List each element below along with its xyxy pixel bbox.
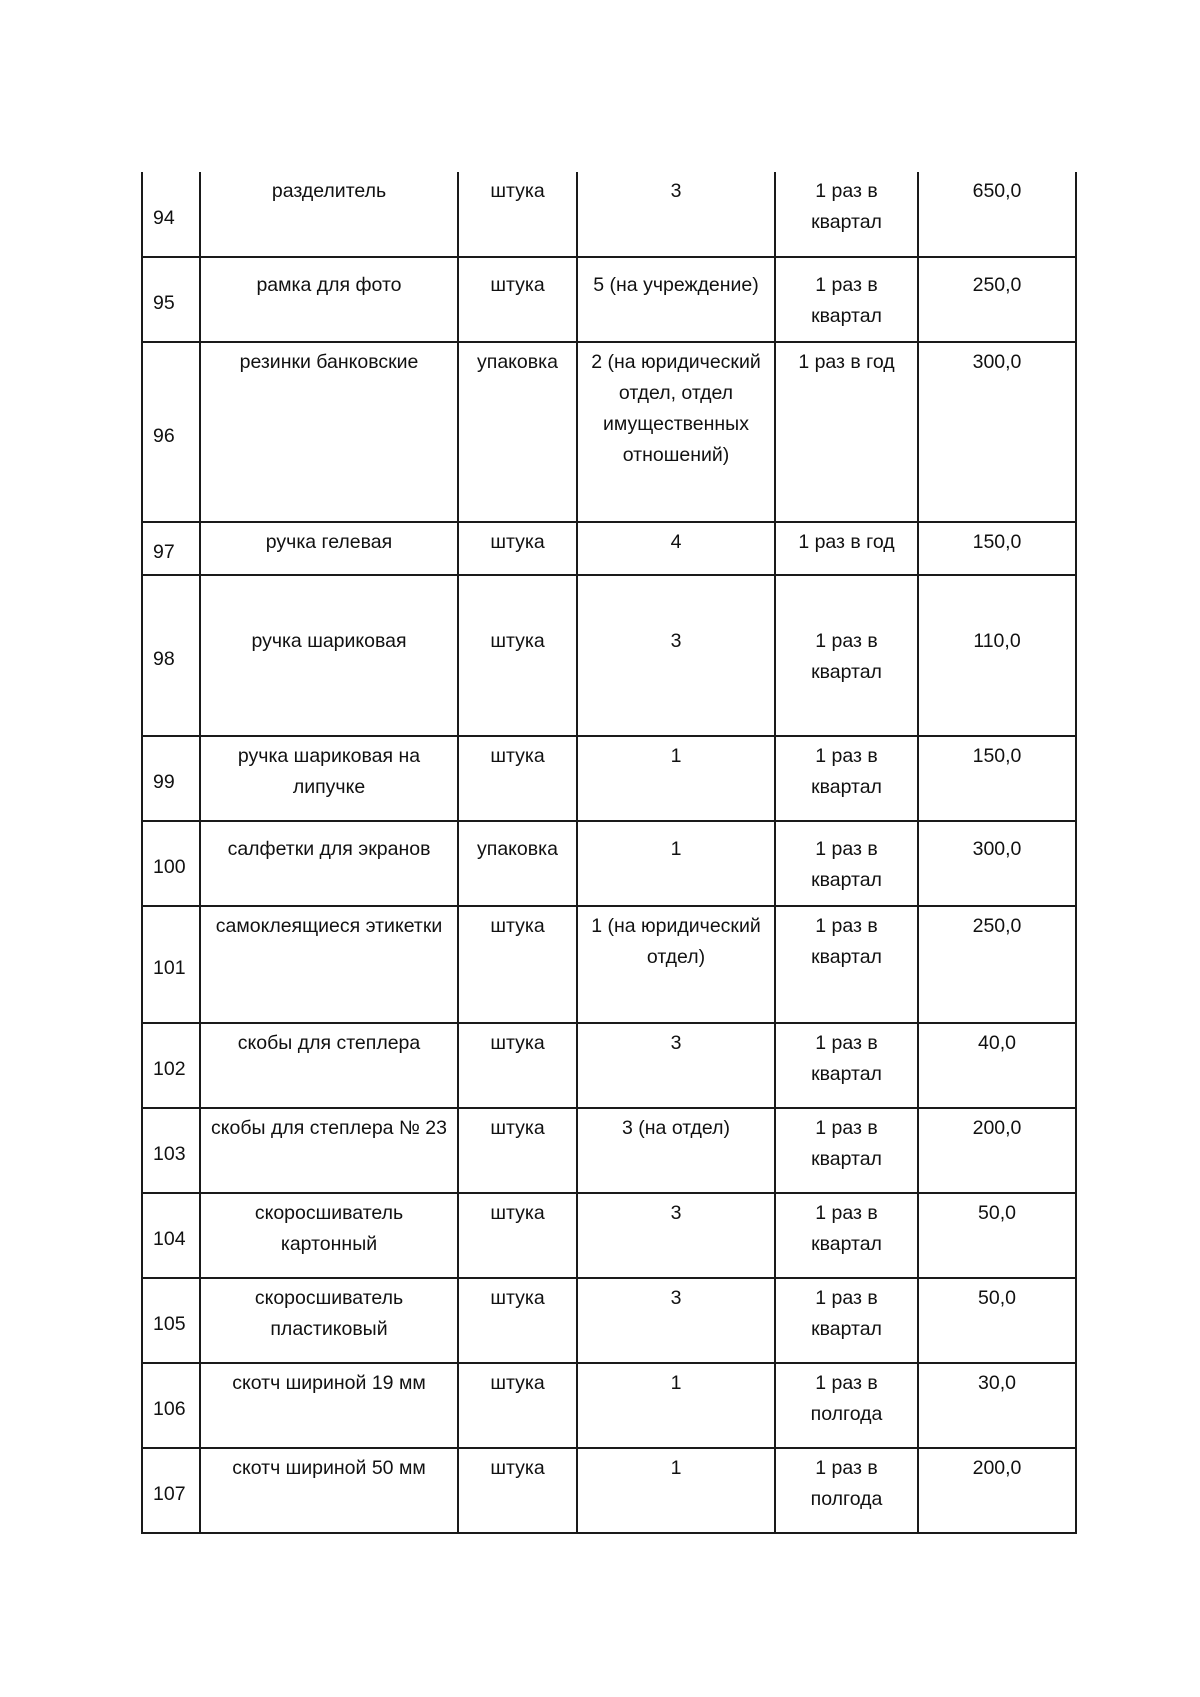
table-row <box>142 1278 1076 1363</box>
quantity-cell <box>577 1023 775 1108</box>
item-name-text: резинки банковские <box>239 351 419 373</box>
unit-cell <box>458 736 577 821</box>
table-row <box>142 172 1076 257</box>
quantity-cell <box>577 736 775 821</box>
frequency-text: 1 раз в квартал <box>811 1287 882 1340</box>
price-text: 40,0 <box>978 1032 1016 1054</box>
quantity-cell <box>577 821 775 906</box>
quantity-text: 3 (на отдел) <box>622 1117 730 1139</box>
frequency-text: 1 раз в квартал <box>811 274 882 327</box>
frequency-cell <box>775 522 918 575</box>
price-text: 300,0 <box>972 351 1022 373</box>
row-number-cell <box>142 342 200 522</box>
unit-cell <box>458 522 577 575</box>
frequency-cell <box>775 1448 918 1533</box>
row-number-cell <box>142 1363 200 1448</box>
table-row <box>142 1023 1076 1108</box>
unit-cell <box>458 821 577 906</box>
frequency-text: 1 раз в квартал <box>811 1032 882 1085</box>
quantity-text: 3 <box>670 1287 682 1309</box>
item-name-text: рамка для фото <box>256 274 402 296</box>
item-name-text: скотч шириной 19 мм <box>232 1372 426 1394</box>
unit-text: штука <box>490 180 545 202</box>
item-name-text: скотч шириной 50 мм <box>232 1457 426 1479</box>
frequency-text: 1 раз в квартал <box>811 630 882 683</box>
item-name-cell <box>200 342 458 522</box>
quantity-text: 3 <box>670 1032 682 1054</box>
unit-text: упаковка <box>477 351 558 373</box>
row-number-text: 99 <box>153 771 175 793</box>
quantity-text: 4 <box>670 531 682 553</box>
item-name-cell <box>200 1108 458 1193</box>
unit-cell <box>458 1363 577 1448</box>
row-number-text: 102 <box>153 1058 186 1080</box>
frequency-text: 1 раз в квартал <box>811 180 882 233</box>
item-name-text: ручка шариковая на липучке <box>237 745 421 798</box>
row-number-text: 95 <box>153 292 175 314</box>
frequency-cell <box>775 1108 918 1193</box>
price-text: 150,0 <box>972 745 1022 767</box>
row-number-cell <box>142 172 200 257</box>
frequency-cell <box>775 1193 918 1278</box>
price-text: 50,0 <box>978 1202 1016 1224</box>
row-number-text: 97 <box>153 541 175 563</box>
frequency-text: 1 раз в квартал <box>811 838 882 891</box>
price-cell <box>918 736 1076 821</box>
frequency-text: 1 раз в квартал <box>811 1202 882 1255</box>
unit-cell <box>458 342 577 522</box>
unit-cell <box>458 1023 577 1108</box>
quantity-cell <box>577 1363 775 1448</box>
row-number-cell <box>142 1193 200 1278</box>
row-number-cell <box>142 821 200 906</box>
table-row <box>142 522 1076 575</box>
table-row <box>142 342 1076 522</box>
price-text: 110,0 <box>973 630 1021 652</box>
unit-text: штука <box>490 1117 545 1139</box>
item-name-cell <box>200 172 458 257</box>
unit-cell <box>458 257 577 342</box>
frequency-text: 1 раз в квартал <box>811 745 882 798</box>
price-cell <box>918 342 1076 522</box>
row-number-cell <box>142 1108 200 1193</box>
table-row <box>142 821 1076 906</box>
unit-cell <box>458 1448 577 1533</box>
row-number-text: 106 <box>153 1398 186 1420</box>
item-name-cell <box>200 1193 458 1278</box>
item-name-text: скобы для степлера № 23 <box>211 1117 447 1139</box>
item-name-cell <box>200 736 458 821</box>
quantity-cell <box>577 1108 775 1193</box>
quantity-cell <box>577 1448 775 1533</box>
unit-cell <box>458 1278 577 1363</box>
price-text: 30,0 <box>978 1372 1016 1394</box>
row-number-cell <box>142 1448 200 1533</box>
row-number-text: 103 <box>153 1143 186 1165</box>
item-name-text: разделитель <box>271 180 387 202</box>
price-cell <box>918 575 1076 736</box>
row-number-text: 101 <box>153 957 186 979</box>
quantity-cell <box>577 257 775 342</box>
item-name-cell <box>200 575 458 736</box>
frequency-text: 1 раз в квартал <box>811 1117 882 1170</box>
frequency-cell <box>775 342 918 522</box>
price-cell <box>918 1363 1076 1448</box>
price-cell <box>918 1448 1076 1533</box>
item-name-cell <box>200 906 458 1023</box>
row-number-text: 94 <box>153 206 175 229</box>
unit-cell <box>458 172 577 257</box>
price-cell <box>918 257 1076 342</box>
unit-text: штука <box>490 1032 545 1054</box>
item-name-text: ручка гелевая <box>265 531 393 553</box>
item-name-cell <box>200 522 458 575</box>
frequency-cell <box>775 1278 918 1363</box>
row-number-cell <box>142 522 200 575</box>
item-name-cell <box>200 1448 458 1533</box>
frequency-cell <box>775 1363 918 1448</box>
quantity-text: 3 <box>670 180 682 202</box>
table-row <box>142 736 1076 821</box>
unit-text: упаковка <box>477 838 558 860</box>
price-text: 50,0 <box>978 1287 1016 1309</box>
quantity-text: 1 <box>670 745 682 767</box>
frequency-cell <box>775 172 918 257</box>
quantity-text: 3 <box>670 1202 682 1224</box>
price-text: 300,0 <box>972 838 1022 860</box>
unit-text: штука <box>490 531 545 553</box>
item-name-text: ручка шариковая <box>251 630 407 652</box>
price-text: 200,0 <box>972 1457 1022 1479</box>
row-number-text: 104 <box>153 1228 186 1250</box>
frequency-text: 1 раз в год <box>798 351 895 373</box>
unit-text: штука <box>490 1457 545 1479</box>
quantity-cell <box>577 172 775 257</box>
item-name-cell <box>200 1363 458 1448</box>
item-name-text: скобы для степлера <box>237 1032 421 1054</box>
table-row <box>142 906 1076 1023</box>
row-number-cell <box>142 736 200 821</box>
price-cell <box>918 1023 1076 1108</box>
table-row <box>142 575 1076 736</box>
price-cell <box>918 522 1076 575</box>
price-text: 250,0 <box>972 915 1022 937</box>
price-text: 250,0 <box>972 274 1022 296</box>
unit-cell <box>458 1108 577 1193</box>
frequency-cell <box>775 1023 918 1108</box>
price-text: 150,0 <box>972 531 1022 553</box>
table-row <box>142 257 1076 342</box>
quantity-cell <box>577 906 775 1023</box>
item-name-text: скоросшиватель пластиковый <box>254 1287 404 1340</box>
quantity-cell <box>577 522 775 575</box>
quantity-cell <box>577 1278 775 1363</box>
price-text: 650,0 <box>972 180 1022 202</box>
item-name-cell <box>200 257 458 342</box>
price-cell <box>918 172 1076 257</box>
row-number-text: 107 <box>153 1483 186 1505</box>
item-name-text: салфетки для экранов <box>227 838 431 860</box>
unit-text: штука <box>490 1202 545 1224</box>
row-number-text: 98 <box>153 648 175 670</box>
row-number-cell <box>142 1023 200 1108</box>
quantity-text: 3 <box>670 630 682 652</box>
quantity-text: 5 (на учреждение) <box>593 274 759 296</box>
frequency-cell <box>775 906 918 1023</box>
row-number-cell <box>142 575 200 736</box>
price-cell <box>918 821 1076 906</box>
unit-cell <box>458 1193 577 1278</box>
row-number-text: 96 <box>153 424 175 447</box>
unit-text: штука <box>490 630 545 652</box>
table-row <box>142 1193 1076 1278</box>
unit-cell <box>458 575 577 736</box>
quantity-text: 1 <box>670 1372 682 1394</box>
frequency-cell <box>775 575 918 736</box>
row-number-cell <box>142 906 200 1023</box>
supplies-table <box>141 172 1077 1534</box>
item-name-cell <box>200 1023 458 1108</box>
unit-text: штука <box>490 745 545 767</box>
quantity-cell <box>577 575 775 736</box>
table-row <box>142 1448 1076 1533</box>
unit-text: штука <box>490 1372 545 1394</box>
quantity-text: 1 <box>670 1457 682 1479</box>
item-name-cell <box>200 821 458 906</box>
table-row <box>142 1108 1076 1193</box>
table-body <box>142 172 1076 1533</box>
quantity-text: 1 <box>670 838 682 860</box>
item-name-text: скоросшиватель картонный <box>254 1202 404 1255</box>
table-row <box>142 1363 1076 1448</box>
price-cell <box>918 906 1076 1023</box>
quantity-cell <box>577 1193 775 1278</box>
quantity-text: 2 (на юридический отдел, отдел имущественных отношений) <box>591 351 761 466</box>
frequency-text: 1 раз в год <box>798 531 895 553</box>
price-cell <box>918 1108 1076 1193</box>
price-text: 200,0 <box>972 1117 1022 1139</box>
row-number-cell <box>142 257 200 342</box>
unit-text: штука <box>490 274 545 296</box>
row-number-text: 100 <box>153 856 186 878</box>
price-cell <box>918 1278 1076 1363</box>
unit-cell <box>458 906 577 1023</box>
quantity-cell <box>577 342 775 522</box>
frequency-text: 1 раз в полгода <box>810 1372 883 1425</box>
row-number-cell <box>142 1278 200 1363</box>
frequency-cell <box>775 736 918 821</box>
unit-text: штука <box>490 915 545 937</box>
frequency-cell <box>775 257 918 342</box>
unit-text: штука <box>490 1287 545 1309</box>
price-cell <box>918 1193 1076 1278</box>
frequency-text: 1 раз в полгода <box>810 1457 883 1510</box>
row-number-text: 105 <box>153 1313 186 1335</box>
frequency-text: 1 раз в квартал <box>811 915 882 968</box>
frequency-cell <box>775 821 918 906</box>
quantity-text: 1 (на юридический отдел) <box>591 915 761 968</box>
item-name-cell <box>200 1278 458 1363</box>
item-name-text: самоклеящиеся этикетки <box>215 915 443 937</box>
